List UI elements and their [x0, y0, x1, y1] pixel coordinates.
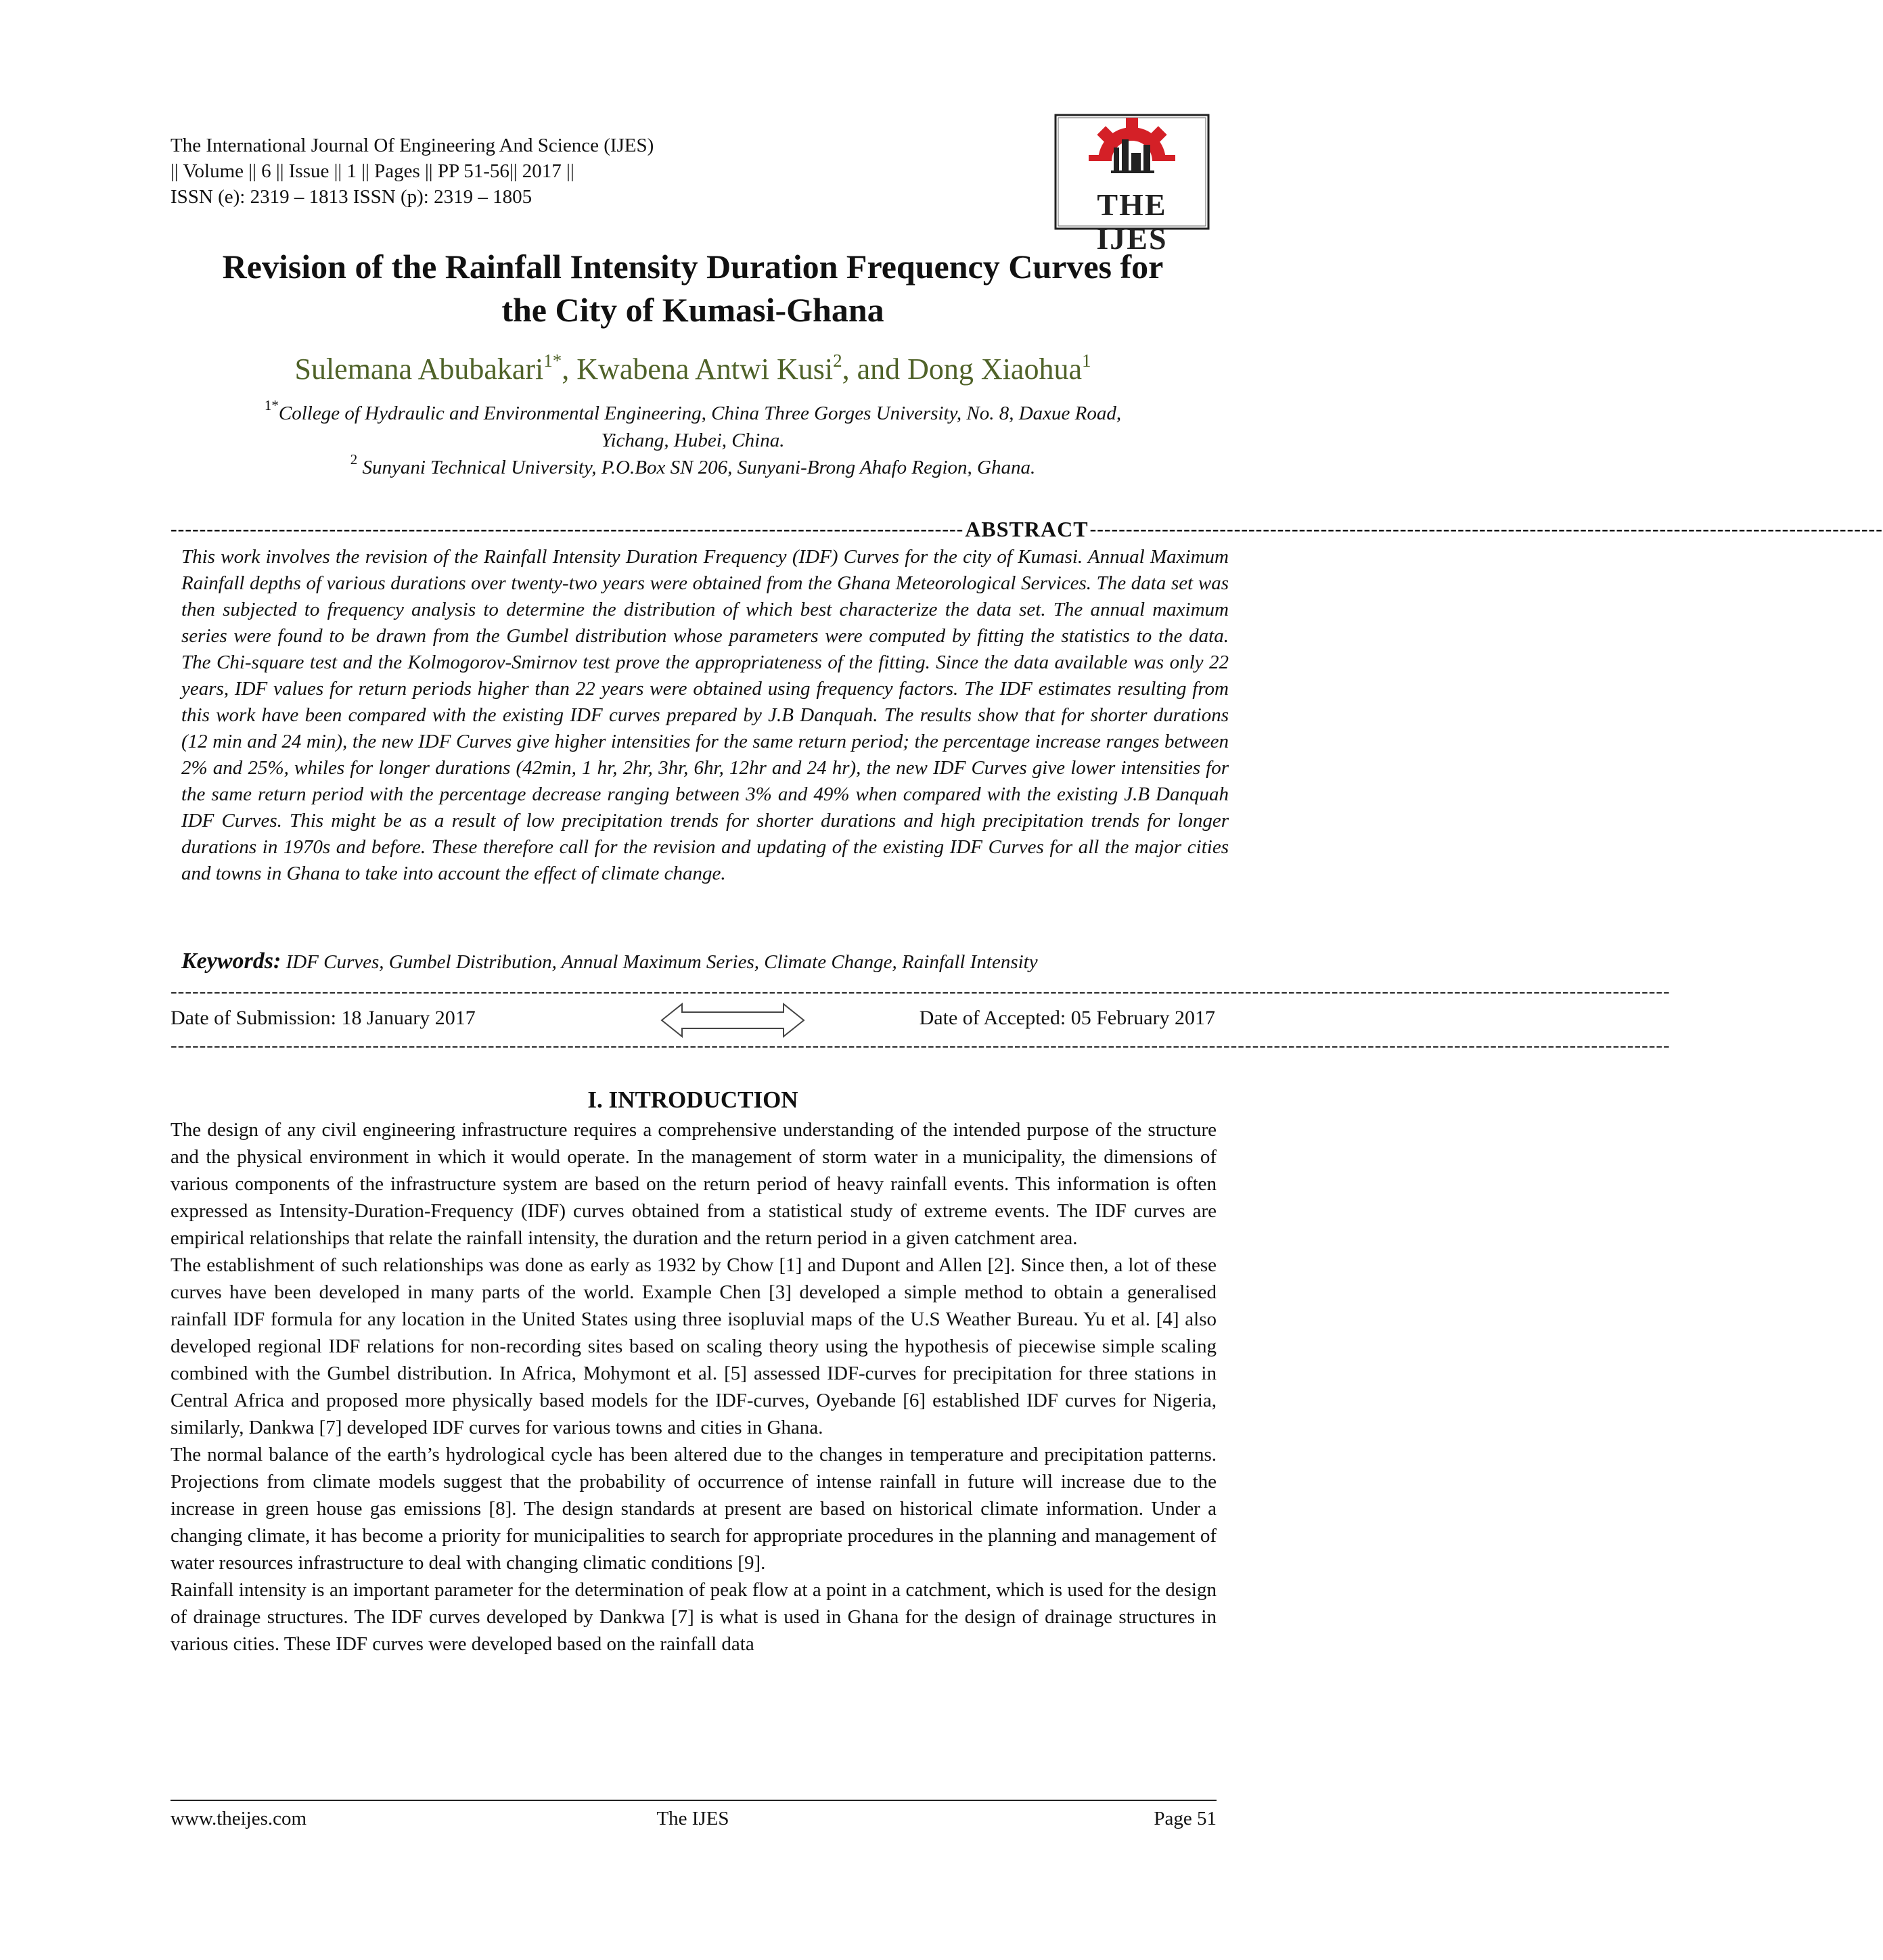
paper-title: [135, 245, 1250, 332]
dash-rule: ----------------------------------------------------------------------------------------------------------------------------------------------------------------------------------------------------------------: [171, 980, 1671, 1002]
title-line-2: the City of Kumasi-Ghana: [501, 291, 884, 329]
keywords-label: Keywords:: [181, 949, 281, 974]
dash-rule: ----------------------------------------------------------------------------------------------------------------------------------------------------------------------------------------------------------------: [171, 1034, 1671, 1056]
keywords-list: IDF Curves, Gumbel Distribution, Annual Maximum Series, Climate Change, Rainfall Intensity: [281, 951, 1038, 973]
affiliation-1-line-1: College of Hydraulic and Environmental Engineering, China Three Gorges University, No. 8, Daxue Road,: [278, 403, 1122, 424]
dash-rule: --------------------------------------------------------------------------------------------------------------: [171, 518, 964, 540]
abstract-heading-row: [171, 517, 1883, 541]
affiliation-mark: 2: [833, 350, 842, 371]
affiliation-mark: 1: [1082, 350, 1091, 371]
issn-line: ISSN (e): 2319 – 1813 ISSN (p): 2319 – 1805: [171, 186, 532, 208]
affiliation-1: [157, 397, 1229, 426]
footer-website: www.theijes.com: [171, 1808, 307, 1829]
affiliation-2-text: Sunyani Technical University, P.O.Box SN 206, Sunyani-Brong Ahafo Region, Ghana.: [362, 457, 1036, 478]
affiliation-1-line-2: Yichang, Hubei, China.: [601, 430, 785, 451]
dash-rule: --------------------------------------------------------------------------------------------------------------: [1089, 518, 1883, 540]
paragraph: The design of any civil engineering infrastructure requires a comprehensive understanding of the intended purpose of the structure and the physical environment in which it would operate. In the management of storm water in a municipality, the dimensions of various components of the infrastructure system are based on the return period of heavy rainfall events. This information is often expressed as Intensity-Duration-Frequency (IDF) curves obtained from a statistical study of extreme events. The IDF curves are empirical relationships that relate the rainfall intensity, the duration and the return period in a given catchment area.: [171, 1119, 1217, 1249]
footer-rule: [171, 1800, 1217, 1801]
abstract-heading: ABSTRACT: [965, 517, 1089, 541]
journal-name: The International Journal Of Engineering And Science (IJES): [171, 135, 654, 156]
affiliation-2: [157, 451, 1229, 480]
keywords: [181, 948, 1229, 976]
logo-text: THE IJES: [1096, 187, 1168, 256]
author-name: , Kwabena Antwi Kusi: [562, 352, 834, 386]
affiliation-mark: 1*: [543, 350, 562, 371]
ijes-logo: [1054, 114, 1210, 256]
abstract-text: This work involves the revision of the Rainfall Intensity Duration Frequency (IDF) Curves for the city of Kumasi. Annual Maximum Rainfall depths of various durations over twenty-two years were obtained from the Ghana Meteorological Services. The data set was then subjected to frequency analysis to determine the distribution of which best characterize the data set. The annual maximum series were found to be drawn from the Gumbel distribution whose parameters were computed by fitting the statistics to the data. The Chi-square test and the Kolmogorov-Smirnov test prove the appropriateness of the fitting. Since the data available was only 22 years, IDF values for return periods higher than 22 years were obtained using frequency factors. The IDF estimates resulting from this work have been compared with the existing IDF curves prepared by J.B Danquah. The results show that for shorter durations (12 min and 24 min), the new IDF Curves give higher intensities for the same return period; the percentage increase ranges between 2% and 25%, whiles for longer durations (42min, 1 hr, 2hr, 3hr, 6hr, 12hr and 24 hr), the new IDF Curves give lower intensities for the same return period with the percentage decrease ranging between 3% and 49% when compared with the existing J.B Danquah IDF Curves. This might be as a result of low precipitation trends for shorter durations and high precipitation trends for longer durations in 1970s and before. These therefore call for the revision and updating of the existing IDF Curves for all the major cities and towns in Ghana to take into account the effect of climate change.: [181, 546, 1229, 884]
affiliation-mark: 2: [350, 451, 358, 468]
paragraph: The establishment of such relationships was done as early as 1932 by Chow [1] and Dupont and Allen [2]. Since then, a lot of these curves have been developed in many parts of the world. Example Chen [3] developed a simple method to obtain a generalised rainfall IDF formula for any location in the United States using three isopluvial maps of the U.S Weather Bureau. Yu et al. [4] also developed regional IDF relations for non-recording sites based on scaling theory using the hypothesis of piecewise simple scaling combined with the Gumbel distribution. In Africa, Mohymont et al. [5] assessed IDF-curves for precipitation for three stations in Central Africa and proposed more physically based models for the IDF-curves, Oyebande [6] established IDF curves for Nigeria, similarly, Dankwa [7] developed IDF curves for various towns and cities in Ghana.: [171, 1254, 1217, 1438]
footer-journal: The IJES: [656, 1808, 729, 1829]
volume-line: || Volume || 6 || Issue || 1 || Pages || PP 51-56|| 2017 ||: [171, 160, 574, 182]
footer-page-number: Page 51: [1154, 1808, 1217, 1829]
affiliation-mark: 1*: [264, 397, 279, 413]
submission-date: Date of Submission: 18 January 2017: [171, 1007, 476, 1029]
paragraph: The normal balance of the earth’s hydrological cycle has been altered due to the changes in temperature and precipitation patterns. Projections from climate models suggest that the probability of occurrence of intense rainfall in future will increase due to the increase in green house gas emissions [8]. The design standards at present are based on historical climate information. Under a changing climate, it has become a priority for municipalities to search for appropriate procedures in the planning and management of water resources infrastructure to deal with changing climatic conditions [9].: [171, 1444, 1217, 1574]
author-name: , and Dong Xiaohua: [842, 352, 1082, 386]
author-list: [135, 350, 1250, 388]
introduction-body: [171, 1116, 1217, 1658]
paragraph: Rainfall intensity is an important parameter for the determination of peak flow at a point in a catchment, which is used for the design of drainage structures. The IDF curves developed by Dankwa [7] is what is used in Ghana for the design of drainage structures in various cities. These IDF curves were developed based on the rainfall data: [171, 1579, 1217, 1655]
author-name: Sulemana Abubakari: [294, 352, 544, 386]
title-line-1: Revision of the Rainfall Intensity Duration Frequency Curves for: [222, 248, 1164, 286]
section-heading-introduction: I. INTRODUCTION: [587, 1087, 798, 1113]
accepted-date: Date of Accepted: 05 February 2017: [919, 1007, 1215, 1029]
